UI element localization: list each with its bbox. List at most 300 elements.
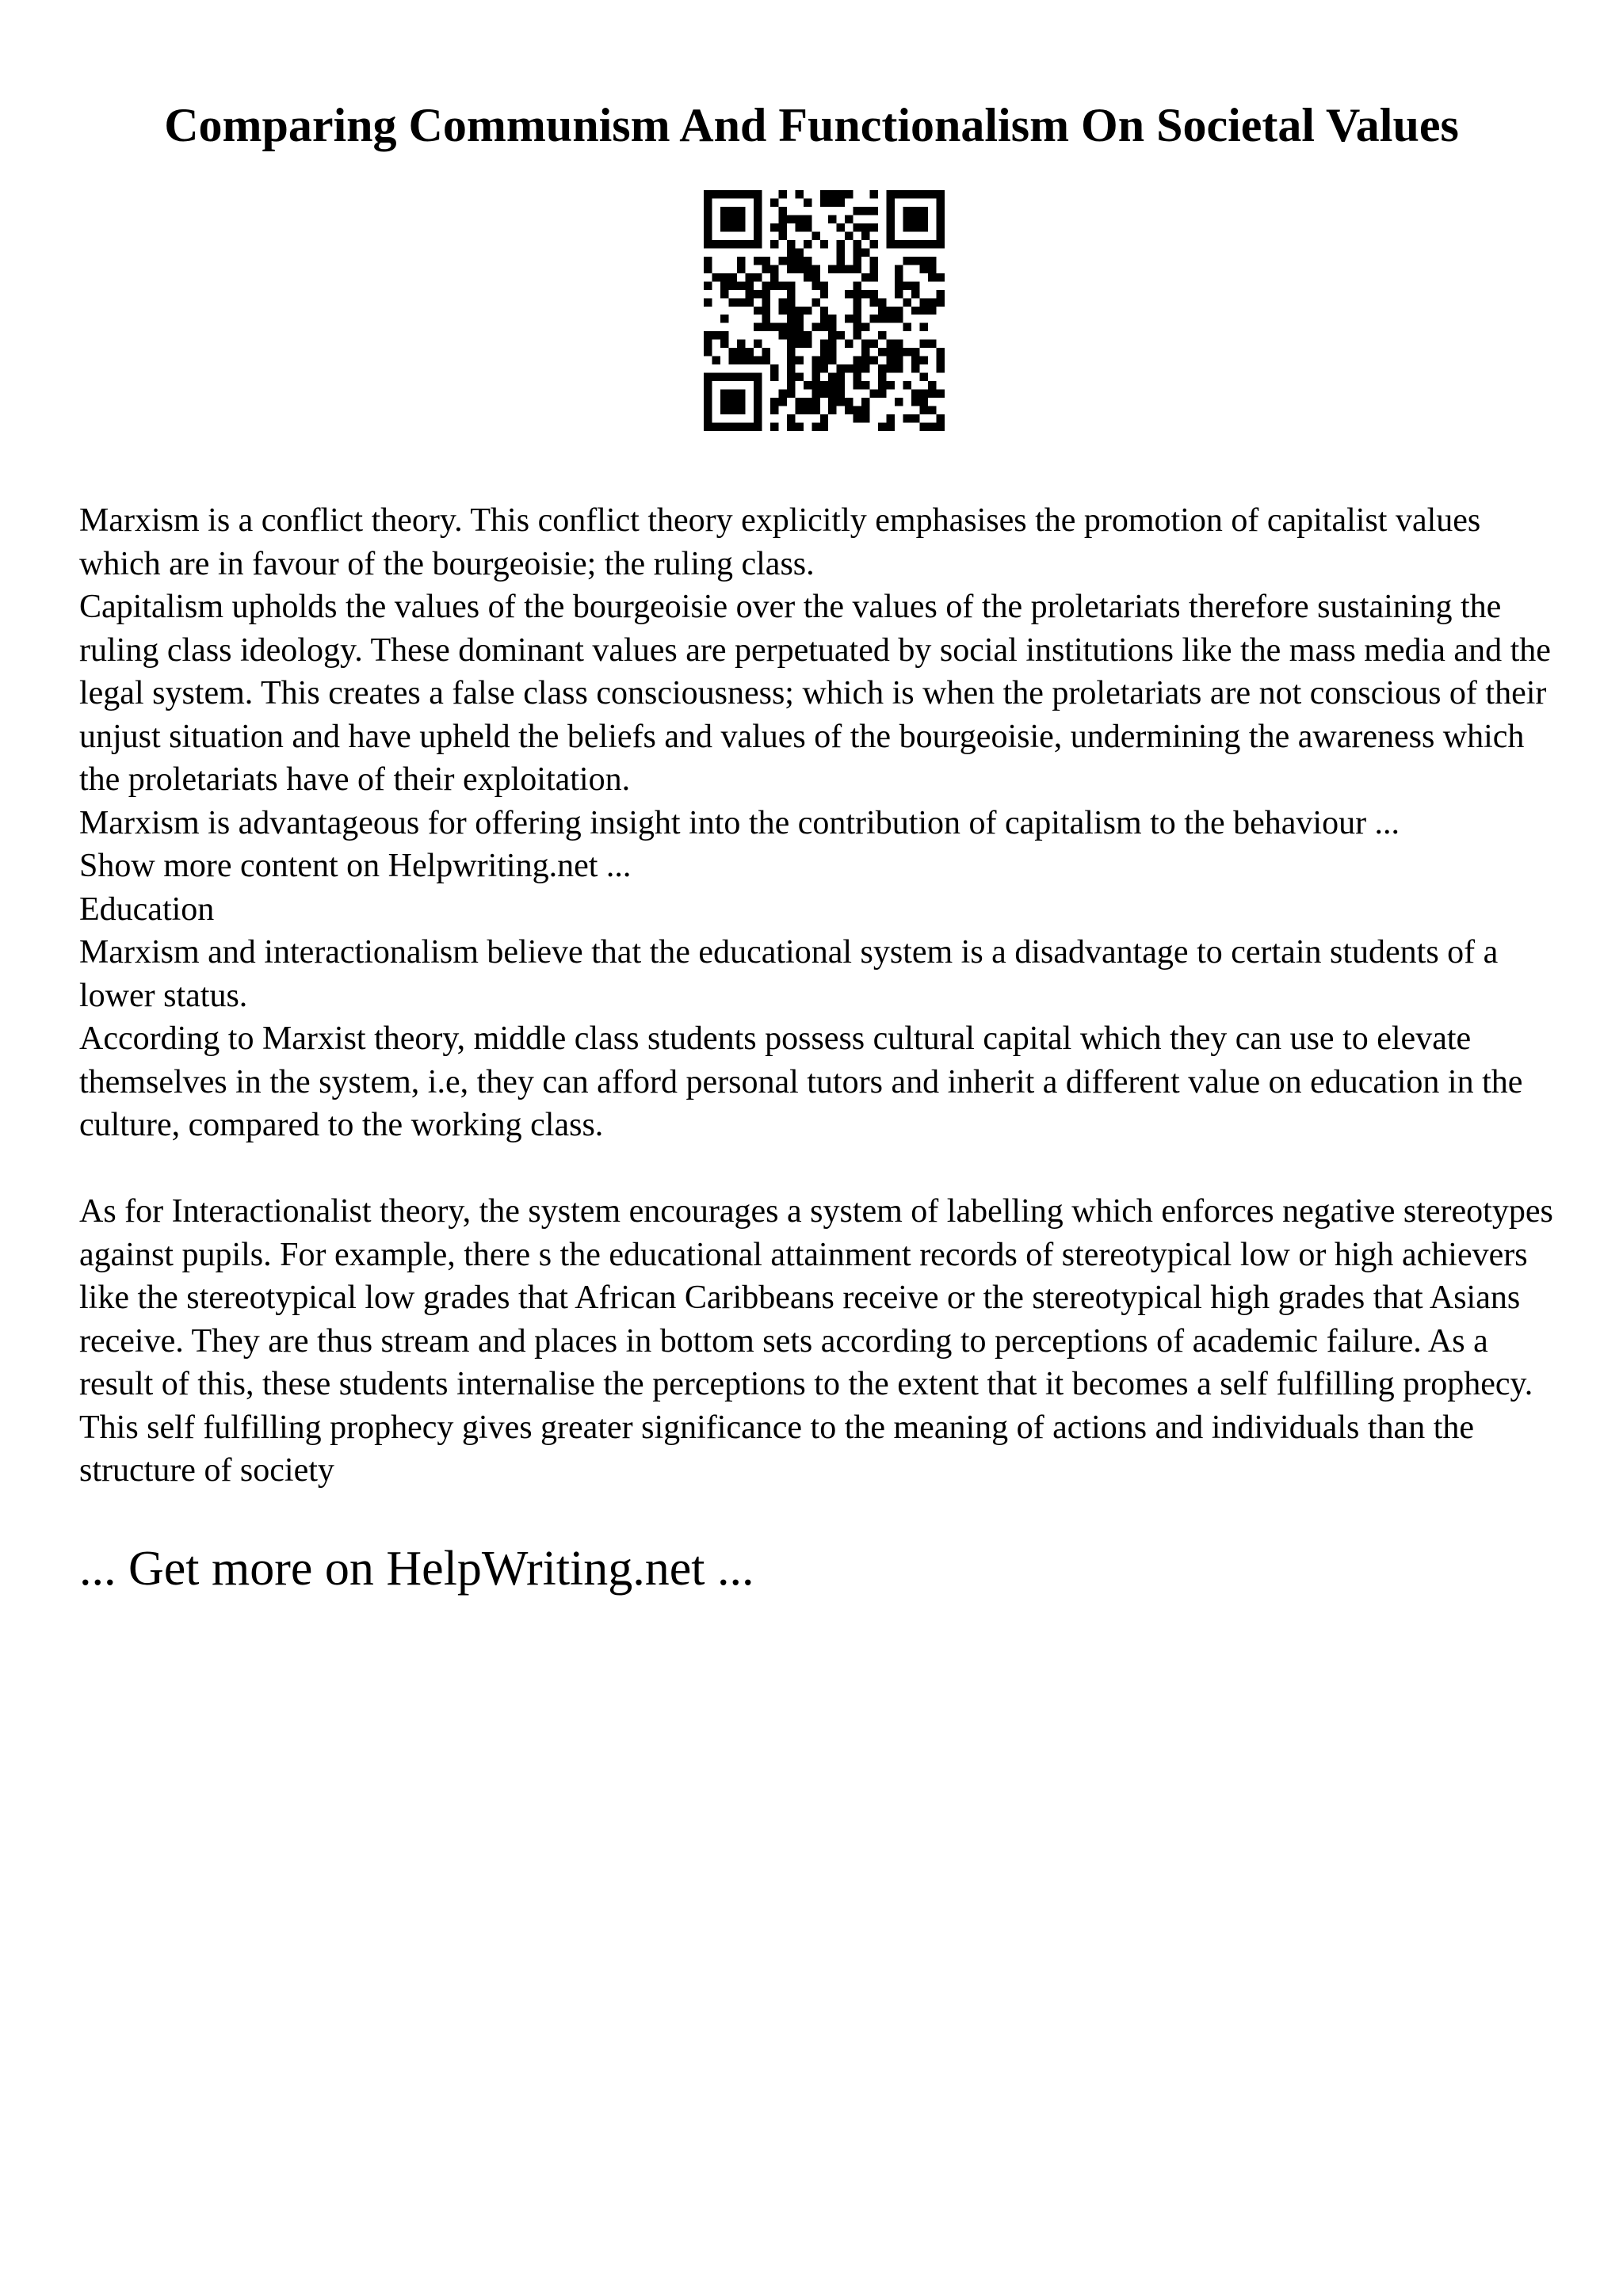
qr-module <box>737 281 745 289</box>
qr-module <box>878 364 886 372</box>
qr-module <box>704 281 712 289</box>
qr-module <box>704 198 712 206</box>
qr-module <box>837 198 845 206</box>
qr-module <box>937 414 945 422</box>
qr-module <box>704 348 712 356</box>
qr-module <box>795 406 803 414</box>
qr-module <box>828 348 836 356</box>
qr-module <box>762 357 769 364</box>
qr-module <box>870 357 878 364</box>
qr-module <box>762 281 769 289</box>
qr-module <box>920 215 928 223</box>
qr-module <box>828 381 836 389</box>
qr-module <box>870 298 878 306</box>
qr-module <box>903 240 911 248</box>
qr-module <box>812 298 819 306</box>
qr-module <box>770 265 778 273</box>
qr-module <box>887 357 895 364</box>
qr-module <box>795 331 803 339</box>
qr-module <box>861 357 869 364</box>
qr-module <box>720 240 728 248</box>
qr-module <box>895 364 903 372</box>
qr-module <box>712 190 720 198</box>
qr-module <box>754 323 762 331</box>
qr-module <box>837 390 845 398</box>
qr-module <box>770 364 778 372</box>
qr-module <box>878 381 886 389</box>
qr-module <box>787 281 795 289</box>
qr-module <box>787 331 795 339</box>
qr-module <box>787 390 795 398</box>
qr-module <box>828 190 836 198</box>
qr-module <box>870 207 878 215</box>
qr-module <box>845 340 853 348</box>
qr-module <box>704 390 712 398</box>
qr-module <box>903 298 911 306</box>
qr-module <box>795 357 803 364</box>
qr-module <box>845 364 853 372</box>
qr-module <box>754 198 762 206</box>
qr-module <box>911 348 919 356</box>
qr-module <box>854 265 861 273</box>
qr-module <box>778 281 786 289</box>
qr-module <box>911 257 919 265</box>
qr-module <box>903 414 911 422</box>
qr-module <box>795 190 803 198</box>
qr-module <box>870 257 878 265</box>
qr-module <box>837 381 845 389</box>
qr-module <box>878 348 886 356</box>
qr-module <box>911 364 919 372</box>
qr-module <box>737 240 745 248</box>
qr-module <box>737 340 745 348</box>
qr-module <box>812 373 819 381</box>
qr-module <box>854 331 861 339</box>
qr-module <box>887 207 895 215</box>
qr-module <box>787 265 795 273</box>
qr-module <box>745 240 753 248</box>
paragraph-4: Marxism and interactionalism believe that the educational system is a disadvantage to certain students of a lower status. <box>79 934 1499 1014</box>
qr-module <box>745 423 753 431</box>
qr-module <box>920 265 928 273</box>
qr-module <box>870 290 878 298</box>
qr-module <box>728 190 736 198</box>
qr-module <box>812 273 819 281</box>
qr-module <box>870 223 878 231</box>
qr-module <box>712 273 720 281</box>
qr-module <box>861 406 869 414</box>
qr-module <box>712 331 720 339</box>
qr-module <box>804 215 812 223</box>
qr-module <box>704 231 712 239</box>
show-more-link[interactable]: Show more content on Helpwriting.net ... <box>79 848 632 884</box>
qr-module <box>887 307 895 315</box>
qr-module <box>887 381 895 389</box>
qr-module <box>745 373 753 381</box>
qr-module <box>754 290 762 298</box>
qr-module <box>778 190 786 198</box>
qr-module <box>737 423 745 431</box>
qr-module <box>928 307 936 315</box>
qr-module <box>895 273 903 281</box>
qr-module <box>787 340 795 348</box>
qr-module <box>795 340 803 348</box>
qr-module <box>870 265 878 273</box>
qr-module <box>928 257 936 265</box>
qr-module <box>770 281 778 289</box>
qr-module <box>762 265 769 273</box>
qr-module <box>770 273 778 281</box>
qr-module <box>937 423 945 431</box>
qr-module <box>887 190 895 198</box>
qr-module <box>787 364 795 372</box>
qr-module <box>770 423 778 431</box>
qr-module <box>704 423 712 431</box>
qr-module <box>861 398 869 406</box>
qr-module <box>804 265 812 273</box>
qr-module <box>820 414 828 422</box>
qr-module <box>787 357 795 364</box>
qr-module <box>812 406 819 414</box>
qr-module <box>720 215 728 223</box>
qr-module <box>745 290 753 298</box>
qr-module <box>720 273 728 281</box>
qr-module <box>920 390 928 398</box>
qr-module <box>903 215 911 223</box>
qr-module <box>754 190 762 198</box>
qr-module <box>854 364 861 372</box>
qr-module <box>754 231 762 239</box>
qr-module <box>812 323 819 331</box>
qr-module <box>920 398 928 406</box>
qr-module <box>854 323 861 331</box>
qr-module <box>861 348 869 356</box>
qr-code-graphic <box>704 190 945 431</box>
qr-module <box>895 307 903 315</box>
qr-module <box>770 240 778 248</box>
qr-module <box>903 348 911 356</box>
qr-module <box>895 315 903 322</box>
qr-module <box>778 331 786 339</box>
qr-module <box>728 357 736 364</box>
qr-module <box>887 231 895 239</box>
qr-module <box>737 348 745 356</box>
qr-module <box>928 240 936 248</box>
qr-module <box>820 348 828 356</box>
qr-module <box>820 381 828 389</box>
qr-module <box>854 248 861 256</box>
qr-module <box>911 390 919 398</box>
qr-module <box>837 190 845 198</box>
qr-module <box>804 381 812 389</box>
qr-module <box>870 190 878 198</box>
qr-module <box>787 248 795 256</box>
qr-module <box>754 240 762 248</box>
qr-module <box>754 390 762 398</box>
qr-module <box>754 373 762 381</box>
qr-module <box>845 265 853 273</box>
qr-module <box>895 290 903 298</box>
qr-module <box>895 340 903 348</box>
qr-module <box>870 390 878 398</box>
qr-module <box>903 190 911 198</box>
qr-module <box>920 223 928 231</box>
qr-module <box>820 364 828 372</box>
qr-module <box>770 398 778 406</box>
qr-module <box>720 390 728 398</box>
qr-module <box>778 223 786 231</box>
qr-module <box>795 265 803 273</box>
qr-module <box>778 207 786 215</box>
qr-module <box>812 265 819 273</box>
qr-module <box>937 357 945 364</box>
qr-module <box>895 190 903 198</box>
qr-module <box>937 231 945 239</box>
qr-module <box>754 223 762 231</box>
qr-module <box>903 381 911 389</box>
qr-module <box>887 364 895 372</box>
qr-module <box>770 373 778 381</box>
qr-module <box>745 348 753 356</box>
qr-module <box>903 281 911 289</box>
qr-module <box>903 223 911 231</box>
qr-module <box>928 190 936 198</box>
qr-module <box>820 290 828 298</box>
qr-module <box>737 257 745 265</box>
qr-module <box>720 331 728 339</box>
qr-module <box>911 207 919 215</box>
qr-module <box>870 340 878 348</box>
qr-module <box>937 207 945 215</box>
qr-module <box>787 215 795 223</box>
qr-module <box>778 307 786 315</box>
qr-module <box>804 257 812 265</box>
qr-module <box>928 265 936 273</box>
qr-module <box>861 223 869 231</box>
qr-module <box>920 298 928 306</box>
qr-module <box>920 406 928 414</box>
qr-module <box>887 315 895 322</box>
qr-module <box>828 215 836 223</box>
qr-module <box>754 257 762 265</box>
qr-module <box>778 231 786 239</box>
qr-module <box>787 373 795 381</box>
qr-module <box>820 281 828 289</box>
qr-module <box>828 390 836 398</box>
qr-module <box>754 340 762 348</box>
qr-module <box>903 207 911 215</box>
qr-module <box>795 307 803 315</box>
qr-module <box>854 357 861 364</box>
qr-module <box>920 323 928 331</box>
qr-module <box>920 257 928 265</box>
qr-module <box>828 340 836 348</box>
qr-module <box>887 348 895 356</box>
qr-module <box>861 414 869 422</box>
qr-module <box>737 207 745 215</box>
qr-module <box>728 281 736 289</box>
qr-module <box>778 390 786 398</box>
qr-module <box>762 315 769 322</box>
qr-module <box>795 398 803 406</box>
qr-module <box>937 240 945 248</box>
qr-module <box>712 240 720 248</box>
qr-module <box>728 390 736 398</box>
qr-module <box>895 240 903 248</box>
qr-module <box>720 398 728 406</box>
qr-module <box>795 373 803 381</box>
qr-module <box>704 207 712 215</box>
qr-module <box>787 240 795 248</box>
qr-module <box>820 423 828 431</box>
qr-module <box>845 290 853 298</box>
qr-module <box>937 364 945 372</box>
qr-module <box>837 373 845 381</box>
qr-module <box>837 240 845 248</box>
qr-module <box>704 190 712 198</box>
qr-module <box>861 340 869 348</box>
qr-module <box>920 357 928 364</box>
qr-module <box>911 357 919 364</box>
qr-module <box>903 257 911 265</box>
qr-module <box>820 357 828 364</box>
qr-module <box>895 348 903 356</box>
qr-module <box>787 315 795 322</box>
qr-module <box>837 265 845 273</box>
qr-module <box>728 398 736 406</box>
qr-module <box>787 348 795 356</box>
qr-module <box>787 298 795 306</box>
qr-module <box>911 215 919 223</box>
qr-module <box>787 257 795 265</box>
qr-module <box>911 281 919 289</box>
qr-module <box>895 357 903 364</box>
qr-module <box>920 307 928 315</box>
qr-module <box>920 373 928 381</box>
qr-module <box>937 198 945 206</box>
qr-module <box>804 398 812 406</box>
qr-module <box>937 215 945 223</box>
qr-module <box>837 223 845 231</box>
qr-module <box>704 215 712 223</box>
qr-module <box>804 198 812 206</box>
qr-module <box>854 298 861 306</box>
qr-module <box>854 281 861 289</box>
qr-module <box>920 423 928 431</box>
qr-module <box>704 340 712 348</box>
qr-module <box>720 190 728 198</box>
qr-module <box>812 423 819 431</box>
qr-module <box>728 215 736 223</box>
qr-module <box>804 240 812 248</box>
qr-module <box>854 223 861 231</box>
qr-module <box>704 414 712 422</box>
qr-module <box>787 381 795 389</box>
qr-module <box>812 381 819 389</box>
qr-module <box>861 248 869 256</box>
qr-module <box>820 198 828 206</box>
qr-module <box>937 298 945 306</box>
qr-module <box>745 190 753 198</box>
document-title: Comparing Communism And Functionalism On Societal Values <box>164 99 1459 151</box>
qr-module <box>754 381 762 389</box>
qr-module <box>778 323 786 331</box>
qr-module <box>737 298 745 306</box>
qr-module <box>878 423 886 431</box>
qr-module <box>804 273 812 281</box>
qr-module <box>928 298 936 306</box>
qr-module <box>854 307 861 315</box>
qr-module <box>854 406 861 414</box>
qr-module <box>728 298 736 306</box>
qr-module <box>812 398 819 406</box>
qr-module <box>878 315 886 322</box>
qr-module <box>878 373 886 381</box>
qr-module <box>704 373 712 381</box>
qr-module <box>795 423 803 431</box>
qr-module <box>745 281 753 289</box>
qr-module <box>828 198 836 206</box>
qr-module <box>920 190 928 198</box>
qr-module <box>828 357 836 364</box>
qr-module <box>812 231 819 239</box>
qr-module <box>845 406 853 414</box>
qr-module <box>911 398 919 406</box>
qr-module <box>720 207 728 215</box>
qr-module <box>762 323 769 331</box>
qr-module <box>895 265 903 273</box>
qr-module <box>778 398 786 406</box>
qr-module <box>828 315 836 322</box>
qr-module <box>737 223 745 231</box>
qr-module <box>720 223 728 231</box>
qr-module <box>854 257 861 265</box>
qr-module <box>754 423 762 431</box>
qr-module <box>928 381 936 389</box>
qr-module <box>745 357 753 364</box>
qr-module <box>887 414 895 422</box>
qr-module <box>770 198 778 206</box>
get-more-link[interactable]: ... Get more on HelpWriting.net ... <box>79 1542 754 1596</box>
qr-module <box>754 357 762 364</box>
qr-module <box>728 207 736 215</box>
qr-module <box>787 323 795 331</box>
qr-module <box>845 398 853 406</box>
qr-module <box>820 307 828 315</box>
qr-module <box>787 414 795 422</box>
qr-module <box>804 307 812 315</box>
qr-module <box>937 290 945 298</box>
qr-module <box>712 373 720 381</box>
qr-module <box>887 198 895 206</box>
qr-module <box>762 290 769 298</box>
qr-module <box>895 281 903 289</box>
qr-module <box>737 190 745 198</box>
qr-module <box>737 265 745 273</box>
qr-module <box>795 315 803 322</box>
qr-module <box>887 240 895 248</box>
qr-module <box>704 331 712 339</box>
qr-module <box>804 331 812 339</box>
document-body <box>79 499 1569 1493</box>
qr-module <box>720 290 728 298</box>
qr-module <box>770 406 778 414</box>
qr-module <box>704 398 712 406</box>
qr-module <box>903 323 911 331</box>
qr-module <box>937 190 945 198</box>
qr-module <box>920 207 928 215</box>
qr-module <box>720 423 728 431</box>
